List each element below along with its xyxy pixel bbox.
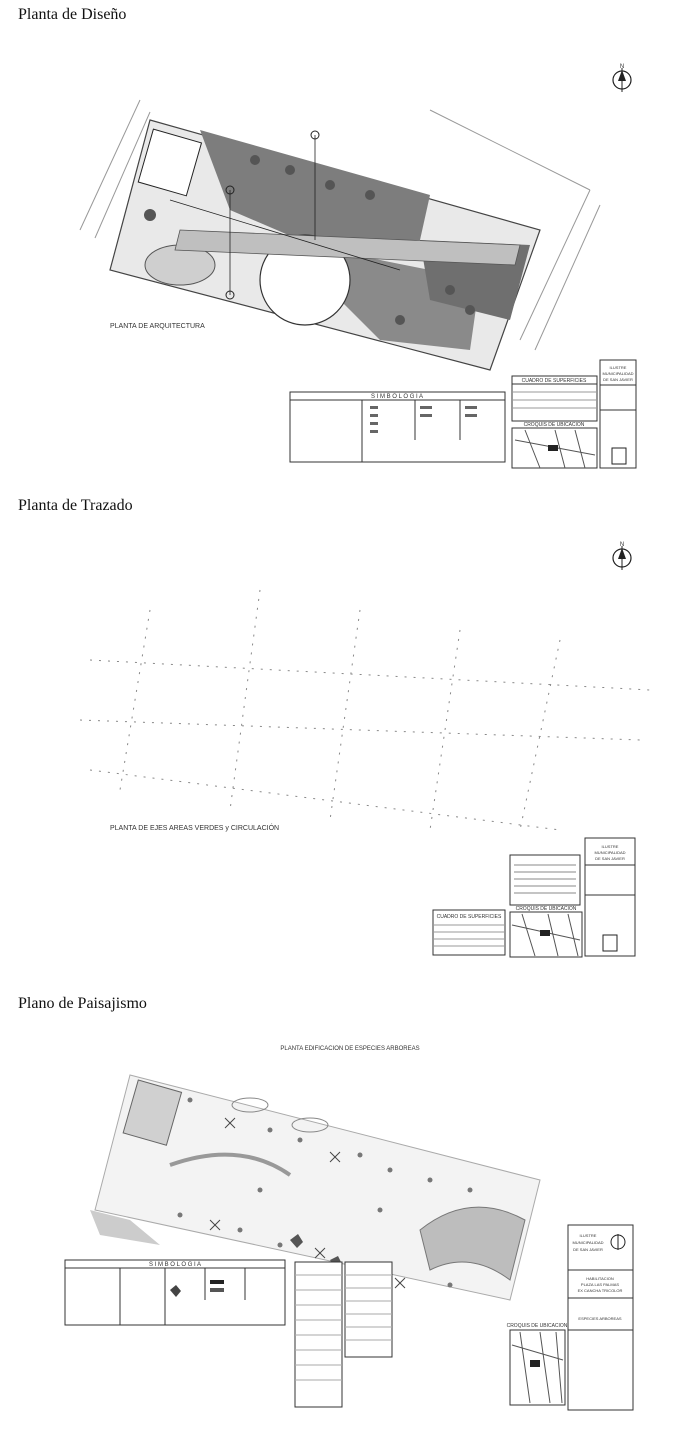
title-block-line-1: ILUSTRE bbox=[601, 844, 619, 849]
title-block-line-3: DE SAN JAVIER bbox=[573, 1247, 603, 1252]
plan-paisajismo bbox=[0, 1030, 698, 1445]
title-block bbox=[585, 838, 635, 956]
park-plan-drawing bbox=[110, 120, 540, 370]
title-block-line-4: HABILITACION bbox=[586, 1276, 614, 1281]
surface-table bbox=[433, 910, 505, 955]
legend-table bbox=[65, 1260, 285, 1325]
section-heading-paisajismo: Plano de Paisajismo bbox=[18, 995, 147, 1012]
location-map bbox=[510, 906, 582, 957]
axes-plan-drawing bbox=[80, 590, 650, 830]
title-block-line-1: ILUSTRE bbox=[609, 365, 627, 370]
title-block-line-2: MUNICIPALIDAD bbox=[602, 371, 634, 376]
section-heading-diseno: Planta de Diseño bbox=[18, 6, 127, 23]
section-heading-trazado: Planta de Trazado bbox=[18, 497, 133, 514]
legend-title: S I M B O L O G I A bbox=[370, 394, 424, 400]
species-tables bbox=[295, 1262, 392, 1407]
title-block bbox=[568, 1225, 633, 1410]
title-block-line-2: MUNICIPALIDAD bbox=[594, 850, 626, 855]
specifications-box bbox=[510, 855, 580, 905]
title-block-line-2: MUNICIPALIDAD bbox=[572, 1240, 604, 1245]
title-block-line-3: DE SAN JAVIER bbox=[603, 377, 633, 382]
plan-trazado bbox=[0, 530, 698, 965]
north-label: N bbox=[619, 542, 625, 548]
title-block-line-6: EX CANCHA TRICOLOR bbox=[577, 1288, 623, 1293]
plan-caption-paisajismo: PLANTA EDIFICACION DE ESPECIES ARBOREAS bbox=[280, 1046, 420, 1052]
location-title: CROQUIS DE UBICACION bbox=[506, 1323, 568, 1329]
title-block-line-5: PLAZA LAS PALMAS bbox=[580, 1282, 620, 1287]
north-arrow-icon bbox=[613, 64, 631, 92]
surface-table bbox=[512, 376, 597, 421]
surface-table-title: CUADRO DE SUPERFICIES bbox=[521, 378, 587, 384]
title-block-line-1: ILUSTRE bbox=[579, 1233, 597, 1238]
location-title: CROQUIS DE UBICACION bbox=[515, 906, 577, 912]
title-block-line-7: ESPECIES ARBOREAS bbox=[578, 1316, 622, 1321]
title-block-line-3: DE SAN JAVIER bbox=[595, 856, 625, 861]
north-label: N bbox=[619, 64, 625, 70]
surface-table-title: CUADRO DE SUPERFICIES bbox=[436, 914, 502, 920]
plan-diseno bbox=[0, 40, 698, 470]
plan-caption-trazado: PLANTA DE EJES AREAS VERDES y CIRCULACIÓN bbox=[110, 825, 280, 832]
legend-title: S I M B O L O G I A bbox=[148, 1262, 202, 1268]
legend-table bbox=[290, 392, 505, 462]
location-map bbox=[512, 422, 597, 468]
north-arrow-icon bbox=[613, 542, 631, 570]
title-block bbox=[600, 360, 636, 468]
plan-caption-diseno: PLANTA DE ARQUITECTURA bbox=[110, 323, 205, 330]
location-map bbox=[507, 1323, 568, 1405]
location-title: CROQUIS DE UBICACION bbox=[523, 422, 585, 428]
